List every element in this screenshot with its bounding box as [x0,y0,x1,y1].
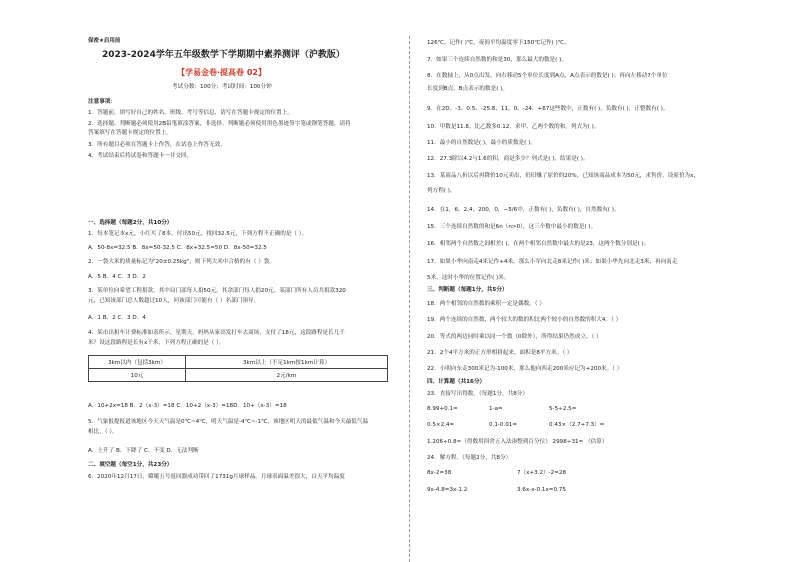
fare-table-head-cell: 3km以上（不足1km按1km计算） [186,356,388,369]
fare-table-head [89,356,388,369]
calc-cell: 8.99+0.1= [427,406,458,412]
note-1: 1．答题前，填写好自己的姓名、班级、考号等信息，请写在答题卡规定的位置上。 [88,110,293,116]
question-23: 23．直接写出得数。（每题1分，共8分） [427,391,528,397]
exam-title: 2023-2024学年五年级数学下学期期中素养测评（沪教版） [102,50,345,60]
question-13-line2: 列方程( )。 [427,188,456,194]
question-1: 1．每本笔记本x元，小红买了8本，付出50元，找回32.5元，下列方程不正确的是（ ）。 [88,231,308,237]
question-17-line2: 5米，这时小华的位置记作( )米。 [427,275,510,281]
note-2-cont: 答案填写在答题卡规定的位置上。 [88,130,172,136]
question-13-line1: 13．某商品八折以后再降价10元卖出，仍旧赚了原价的20%。已知该商品成本为50元，求售价。设原价为x， [427,173,700,179]
question-21: 21．2个4平方米的正方形相拼起来，面积是8平方米。（ ） [427,350,573,356]
section1-heading: 一、选择题（每题2分，共10分） [88,220,173,226]
equation: 3.6x-x-0.1x=0.75 [517,487,566,493]
question-6-cont: 126℃，记作( )℃，夜间平均温度零下150℃记作( )℃。 [427,40,570,46]
question-14: 14．在1，6，2.4，200，0，−5/6中，正数有( )，负数有( )，自然数有( )。 [427,207,620,213]
question-24: 24．解方程。（每题2分，共8分） [427,455,512,461]
question-15: 15．三个连续自然数的和是6n（n>0），这三个数中最小的数是( )。 [427,224,597,230]
calc-cell: 0.5×2.4= [427,422,455,428]
question-1-options: A．50-8x=32.5 B．8x=50-32.5 C．8x+32.5=50 D．8x-50=32.5 [88,245,267,251]
question-4-line2: 米？设这段路程是长有x千米，下列方程正确的是（ ）。 [88,340,225,346]
exam-subtitle: 【学易金卷·提高卷 02】 [177,68,266,77]
section2-heading: 二、填空题（每空1分，共23分） [88,462,173,468]
right-column [427,0,785,562]
section4-heading: 四、计算题（共16分） [427,379,486,385]
question-2-options: A．5 B．4 C．3 D．2 [88,274,146,280]
note-3: 3．所有题目必须在答题卡上作答，在试卷上作答无效。 [88,142,226,148]
question-6: 6．2020年12月17日，嫦娥五号返回器成功带回了1731g月球样品。月球表面温差很大，白天平均温度 [88,474,345,480]
left-column [88,0,392,562]
question-3-line1: 3．某单位向希望工程捐款，其中局门部每人捐50元，其余部门每人捐20元。某部门所有人员共捐款320 [88,288,346,294]
question-7: 7．如果三个连续自然数的和是30，那么最大的数是( )。 [427,57,567,63]
fare-table-cell: 10元 [89,369,186,382]
question-12: 12．27.3除以4.2与1.6的积，商是多少？列式是( )，结果是( )。 [427,156,589,162]
exam-info: 考试分数：100分；考试时间：100分钟 [172,84,272,90]
note-2: 2．选择题、判断题必须使用2B铅笔填涂答案，非选择、判断题必须使用黑色墨迹签字笔或钢笔答题，请将 [88,121,351,127]
question-11: 11．最小的自然数是( )，最小的质数是( )。 [427,140,536,146]
question-16: 16．相邻两个自然数之间相差( )，在两个相邻自然数中最大的是23，这两个数分别是( )。 [427,241,650,247]
question-20: 20．等式的两边同时乘以同一个数（0除外），所得结果仍然成立。（ ） [427,334,602,340]
equation: 8x-2=38 [427,470,452,476]
fare-table-row [89,369,388,382]
notes-heading: 注意事项： [88,99,116,105]
fare-table-head-cell: 3km以内（包括3km） [89,356,186,369]
question-5-options: A．上升了 B．下降了 C．不变 D．无法判断 [88,448,199,454]
equation: 7（x+3.2）-2=28 [517,470,567,476]
equation: 9x-4.8=3x-1.2 [427,487,468,493]
question-5-line2: 相比，（ ）。 [88,429,118,435]
note-4: 4．考试结束后将试卷和答题卡一并交回。 [88,153,193,159]
fare-table [88,355,388,382]
question-8-line2: 长度到B点，B点表示的数是( )。 [427,86,508,92]
secret-label: 保密★启用前 [88,38,121,44]
question-10: 10．甲数是11.8，比乙数多0.12，求甲、乙两个数的和，列式为( )。 [427,124,600,130]
calc-cell: 0.1-0.01= [489,422,518,428]
calc-cell: 5-5÷2.5= [549,406,577,412]
calc-cell: 1-a= [489,406,503,412]
question-18: 18．两个相邻的自然数的乘积一定是偶数。（ ） [427,301,545,307]
question-9: 9．在2D、-3、0.5、-25.8、11、0、-24、+67这些数中，正数有( )，负数有( )，正整数有( )。 [427,106,669,112]
question-3-line2: 元，已知该部门总人数超过10人，问该部门可能有（ ）名部门领导。 [88,298,260,304]
calc-cell: 0.43×（2.7+7.3）= [549,422,605,428]
question-4-line1: 4．某市出租车计费标准如表所示。星期天，妈妈从家出发打车去商场，支付了18元，这段路程是长几千 [88,330,345,336]
fare-table-cell: 2元/km [186,369,388,382]
question-2: 2．一袋大米的质量标记为"20±0.25kg"，则下列大米中合格的有（ ）袋。 [88,259,275,265]
calc-row-3: 1.206÷0.8≈（得数用四舍五入法凑整到百分位） 2998÷31≈ （估算） [427,439,608,445]
section3-heading: 三、判断题（每题1分，共5分） [427,287,508,293]
question-4-options: A．10+2x=18 B．2（x-3）=18 C．10+2（x-3）=18D．10+（x-3）=18 [88,403,287,409]
question-3-options: A．1 B．2 C．3 D．4 [88,315,146,321]
question-22: 22．小明向东走300米记为-100米，那么他向西走200米应记为+200米。（ ） [427,366,623,372]
question-17-line1: 17．如果小华向南走4米记作+4米，那么小军向北走8米记作( )米；如果小华先向北走3米，再向南走 [427,259,678,265]
question-8-line1: 8．在数轴上，从0点出发，向右移动5个单位长度到A点，A点表示的数是( )；再向左移动7个单位 [427,73,668,79]
question-5-line1: 5．气象报提报道该地区今天天气温是0℃~4℃，明天气温是-4℃~-1℃，该地区明天的最低气温和今天最低气温 [88,419,369,425]
column-divider [409,36,410,562]
question-19: 19．两个连续的自然数，两个较大的数的积比两个较小的自然数的积大4。（ ） [427,317,622,323]
